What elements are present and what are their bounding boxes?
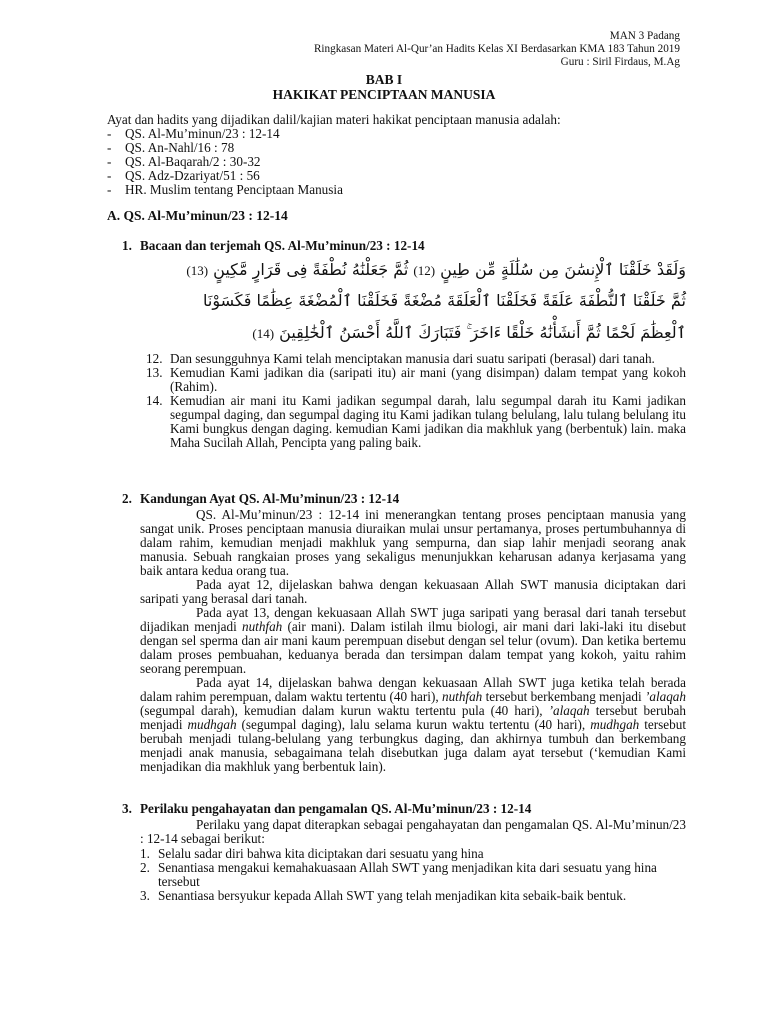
subheading-3: 3. Perilaku pengahayatan dan pengamalan QS. Al-Mu’minun/23 : 12-14: [122, 801, 532, 816]
intro-list-item: - HR. Muslim tentang Penciptaan Manusia: [107, 182, 343, 197]
intro-list-item: - QS. An-Nahl/16 : 78: [107, 140, 235, 155]
content-paragraph: Pada ayat 13, dengan kekuasaan Allah SWT juga saripati yang berasal dari tanah tersebut dijadikan menjadi nuthfah (air mani). Dalam istilah ilmu biologi, air mani dari laki-laki itu disebut dengan sel sperma dan air mani kaum perempuan disebut dengan sel telur (ovum). Dan ketika bertemu dalam proses pembuahan, keduanya berada dan tersimpan dalam tempat yang kokoh, yaitu rahim seorang perempuan.: [140, 605, 686, 676]
subheading-1: 1. Bacaan dan terjemah QS. Al-Mu’minun/23 : 12-14: [122, 238, 425, 253]
translation-item: 14. Kemudian air mani itu Kami jadikan segumpal darah, lalu segumpal darah itu Kami jadikan segumpal daging, dan segumpal daging itu Kami jadikan tulang belulang, lalu tulang belulang itu Kami bungkus dengan daging. kemudian Kami jadikan dia makhluk yang (berbentuk) lain. maka Maha Sucilah Allah, Pencipta yang paling baik.: [146, 393, 686, 450]
intro-list-item: - QS. Al-Mu’minun/23 : 12-14: [107, 126, 280, 141]
arabic-verse-line-1: وَلَقَدْ خَلَقْنَا ٱلْإِنسَٰنَ مِن سُلَٰلَةٍ مِّن طِينٍ (12) ثُمَّ جَعَلْنَٰهُ نُطْفَةً فِى قَرَارٍ مَّكِينٍ (13): [186, 260, 686, 279]
chapter-heading: [0, 72, 768, 102]
subheading-2: 2. Kandungan Ayat QS. Al-Mu’minun/23 : 12-14: [122, 491, 400, 506]
intro-list-item: - QS. Adz-Dzariyat/51 : 56: [107, 168, 260, 183]
document-header: [314, 30, 680, 69]
content-paragraph: Pada ayat 12, dijelaskan bahwa dengan kekuasaan Allah SWT manusia diciptakan dari saripati yang berasal dari tanah.: [140, 577, 686, 606]
behavior-list: [140, 847, 686, 903]
term-nuthfah: nuthfah: [241, 619, 283, 634]
chapter-number: BAB I: [365, 72, 403, 87]
arabic-verse-line-3: ٱلْعِظَٰمَ لَحْمًا ثُمَّ أَنشَأْنَٰهُ خَلْقًا ءَاخَرَ ۚ فَتَبَارَكَ ٱللَّهُ أَحْسَنُ ٱلْخَٰلِقِينَ (14): [252, 323, 686, 342]
behavior-item: 3. Senantiasa bersyukur kepada Allah SWT yang telah menjadikan kita sebaik-baik bentuk.: [140, 888, 627, 903]
behavior-item: 2. Senantiasa mengakui kemahakuasaan Allah SWT yang menjadikan kita dari sesuatu yang hina tersebut: [140, 860, 657, 889]
translation-item: 12. Dan sesungguhnya Kami telah menciptakan manusia dari suatu saripati (berasal) dari tanah.: [146, 351, 655, 366]
content-paragraph: QS. Al-Mu’minun/23 : 12-14 ini menerangkan tentang proses penciptaan manusia yang sangat unik. Proses penciptaan manusia diuraikan mulai unsur pertamanya, proses pertumbuhannya di dalam rahim, kemudian menjadi makhluk yang sempurna, dan siap lahir menjadi seorang anak manusia. Sebuah rangkaian proses yang sekaligus menunjukkan keharusan adanya kerjasama yang baik antara kedua orang tua.: [140, 507, 686, 578]
chapter-title: HAKIKAT PENCIPTAAN MANUSIA: [272, 87, 496, 102]
behavior-intro: Perilaku yang dapat diterapkan sebagai pengahayatan dan pengamalan QS. Al-Mu’minun/23 : 12-14 sebagai berikut:: [140, 817, 686, 846]
content-paragraph: Pada ayat 14, dijelaskan bahwa dengan kekuasaan Allah SWT juga ketika telah berada dalam rahim perempuan, dalam waktu tertentu (40 hari), nuthfah tersebut berkembang menjadi ’alaqah (segumpal darah), kemudian dalam kurun waktu tertentu pula (40 hari), ’alaqah tersebut berubah menjadi mudhgah (segumpal daging), lalu selama kurun waktu tertentu (40 hari), mudhgah tersebut berubah menjadi tulang-belulang yang terbungkus daging, dan akhirnya tumbuh dan berkembang menjadi anak manusia, sebagaimana telah disebutkan juga dalam ayat tersebut (‘kemudian Kami menjadikan dia makhluk yang berbentuk lain).: [140, 675, 687, 774]
school-name: MAN 3 Padang: [609, 30, 680, 42]
course-title: Ringkasan Materi Al-Qur’an Hadits Kelas XI Berdasarkan KMA 183 Tahun 2019: [313, 43, 680, 55]
arabic-verse-line-2: ثُمَّ خَلَقْنَا ٱلنُّطْفَةَ عَلَقَةً فَخَلَقْنَا ٱلْعَلَقَةَ مُضْغَةً فَخَلَقْنَا ٱلْمُضْغَةَ عِظَٰمًا فَكَسَوْنَا: [203, 291, 686, 310]
teacher-name: Guru : Siril Firdaus, M.Ag: [560, 56, 680, 68]
content-paragraphs: [140, 508, 686, 774]
intro-list-item: - QS. Al-Baqarah/2 : 30-32: [107, 154, 261, 169]
intro-block: [107, 113, 683, 197]
translation-item: 13. Kemudian Kami jadikan dia (saripati itu) air mani (yang disimpan) dalam tempat yang kokoh (Rahim).: [146, 365, 686, 394]
behavior-item: 1. Selalu sadar diri bahwa kita diciptakan dari sesuatu yang hina: [140, 846, 484, 861]
translation-list: [146, 352, 686, 450]
intro-text: Ayat dan hadits yang dijadikan dalil/kajian materi hakikat penciptaan manusia adalah:: [107, 112, 561, 127]
section-a-heading: A. QS. Al-Mu’minun/23 : 12-14: [107, 208, 288, 223]
